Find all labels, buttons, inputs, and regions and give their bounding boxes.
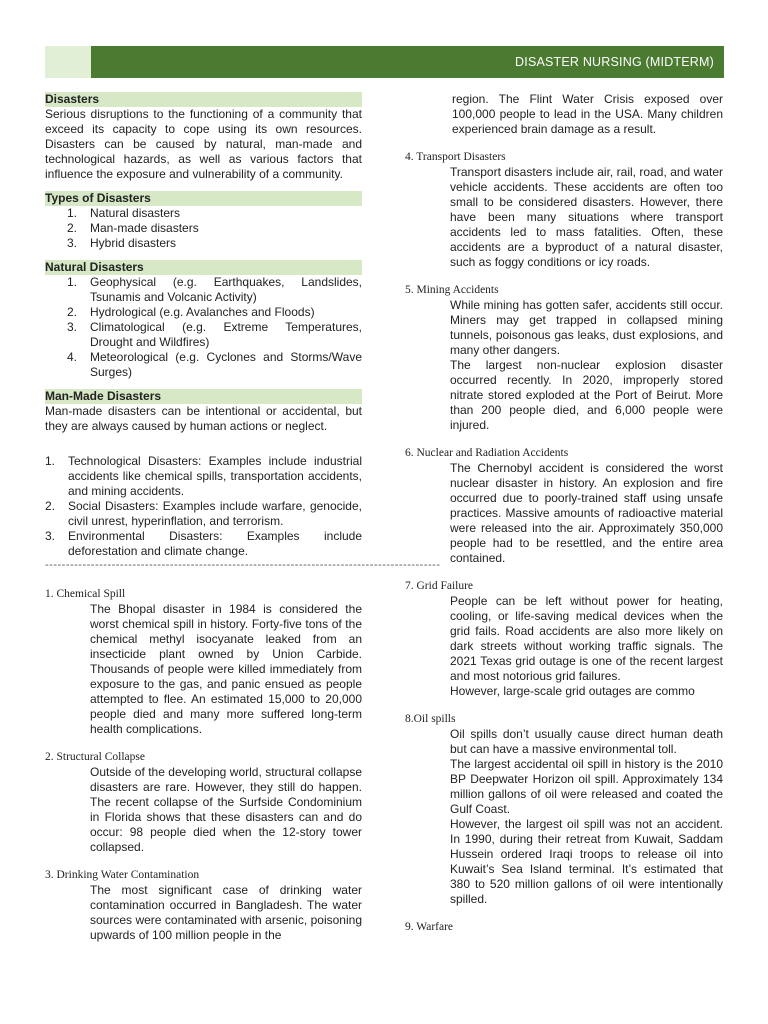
- heading-natural: Natural Disasters: [45, 260, 362, 275]
- section-body-structural-collapse: Outside of the developing world, structural collapse disasters are rare. However, they still do happen. The recent collapse of the Surfside Condominium in Florida shows that these disasters can and do occur: 98 people died when the 12-story tower collapsed.: [90, 765, 362, 854]
- header-accent-block: [45, 46, 91, 78]
- list-item: 2. Hydrological (e.g. Avalanches and Floods): [67, 305, 315, 319]
- section-body-mining-1: While mining has gotten safer, accidents still occur. Miners may get trapped in collapsed mining tunnels, poisonous gas leaks, dust explosions, and many other dangers.: [450, 298, 723, 357]
- heading-types: Types of Disasters: [45, 191, 362, 206]
- section-title-nuclear: 6. Nuclear and Radiation Accidents: [405, 447, 569, 459]
- section-title-transport: 4. Transport Disasters: [405, 151, 506, 163]
- section-title-water-contamination: 3. Drinking Water Contamination: [45, 869, 200, 881]
- list-item: 1. Geophysical (e.g. Earthquakes, Landslides, Tsunamis and Volcanic Activity): [67, 275, 362, 304]
- natural-list: [45, 275, 362, 380]
- disasters-definition: Serious disruptions to the functioning of a community that exceed its capacity to cope using its own resources. Disasters can be caused by natural, man-made and technological hazards, as well as various factors that influence the exposure and vulnerability of a community.: [45, 107, 362, 181]
- section-title-oil-spills: 8.Oil spills: [405, 713, 456, 725]
- list-item: 1. Technological Disasters: Examples include industrial accidents like chemical spills, transportation accidents, and mining accidents.: [45, 454, 362, 498]
- section-title-chemical-spill: 1. Chemical Spill: [45, 588, 126, 600]
- section-body-water-contamination-continued: region. The Flint Water Crisis exposed over 100,000 people to lead in the USA. Many children experienced brain damage as a result.: [452, 92, 723, 136]
- heading-manmade: Man-Made Disasters: [45, 389, 362, 404]
- list-item: 4. Meteorological (e.g. Cyclones and Storms/Wave Surges): [67, 350, 362, 379]
- section-title-grid-failure: 7. Grid Failure: [405, 580, 474, 592]
- list-item: 2. Man-made disasters: [67, 221, 199, 235]
- section-title-mining: 5. Mining Accidents: [405, 284, 499, 296]
- list-item: 2. Social Disasters: Examples include warfare, genocide, civil unrest, hyperinflation, and terrorism.: [45, 499, 362, 528]
- list-item: 3. Climatological (e.g. Extreme Temperatures, Drought and Wildfires): [67, 320, 362, 349]
- section-title-warfare: 9. Warfare: [405, 921, 454, 933]
- section-body-grid-failure-2: However, large-scale grid outages are commo: [450, 684, 695, 698]
- heading-disasters: Disasters: [45, 92, 362, 107]
- section-title-structural-collapse: 2. Structural Collapse: [45, 751, 145, 763]
- section-body-nuclear: The Chernobyl accident is considered the worst nuclear disaster in history. An explosion and fire occurred due to poorly-trained staff using unsafe practices. Massive amounts of radioactive material were released into the air. Approximately 350,000 people had to be resettled, and the entire area contained.: [450, 461, 723, 565]
- section-body-oil-spills-3: However, the largest oil spill was not an accident. In 1990, during their retreat from Kuwait, Saddam Hussein ordered Iraqi troops to release oil into Kuwait’s Sea Island terminal. It’s estimated that 380 to 520 million gallons of oil were intentionally spilled.: [450, 817, 723, 906]
- document-title: DISASTER NURSING (MIDTERM): [515, 55, 714, 69]
- section-body-mining-2: The largest non-nuclear explosion disaster occurred recently. In 2020, improperly stored nitrate stored exploded at the Port of Beirut. More than 200 people died, and 6,000 people were injured.: [450, 358, 723, 432]
- manmade-list: [45, 454, 362, 559]
- section-body-transport: Transport disasters include air, rail, road, and water vehicle accidents. These accidents are often too small to be considered disasters. However, there have been many situations where transport accidents led to mass fatalities. Often, these accidents are a byproduct of a natural disaster, such as foggy conditions or icy roads.: [450, 165, 723, 269]
- list-item: 1. Natural disasters: [67, 206, 181, 220]
- right-column: [405, 92, 723, 935]
- list-item: 3. Environmental Disasters: Examples include deforestation and climate change.: [45, 529, 362, 558]
- types-list: [45, 206, 362, 251]
- list-item: 3. Hybrid disasters: [67, 236, 177, 250]
- section-body-water-contamination: The most significant case of drinking water contamination occurred in Bangladesh. The water sources were contaminated with arsenic, poisoning upwards of 100 million people in the: [90, 883, 362, 942]
- section-body-chemical-spill: The Bhopal disaster in 1984 is considered the worst chemical spill in history. Forty-five tons of the chemical methyl isocyanate leaked from an insecticide plant owned by Union Carbide. Thousands of people were killed immediately from exposure to the gas, and panic ensued as people attempted to flee. An estimated 15,000 to 20,000 people died and many more suffered long-term health complications.: [90, 602, 362, 736]
- section-divider: -----------------------------------------------------------------------------------------------: [45, 559, 441, 571]
- section-body-grid-failure-1: People can be left without power for heating, cooling, or life-saving medical devices when the grid fails. Road accidents are also more likely on dark streets without working traffic signals. The 2021 Texas grid outage is one of the recent largest and most notorious grid failures.: [450, 594, 723, 683]
- manmade-definition: Man-made disasters can be intentional or accidental, but they are always caused by human actions or neglect.: [45, 404, 362, 433]
- section-body-oil-spills-1: Oil spills don’t usually cause direct human death but can have a massive environmental toll.: [450, 727, 723, 756]
- document-header: [91, 46, 724, 78]
- section-body-oil-spills-2: The largest accidental oil spill in history is the 2010 BP Deepwater Horizon oil spill. Approximately 134 million gallons of oil were released and coated the Gulf Coast.: [450, 757, 723, 816]
